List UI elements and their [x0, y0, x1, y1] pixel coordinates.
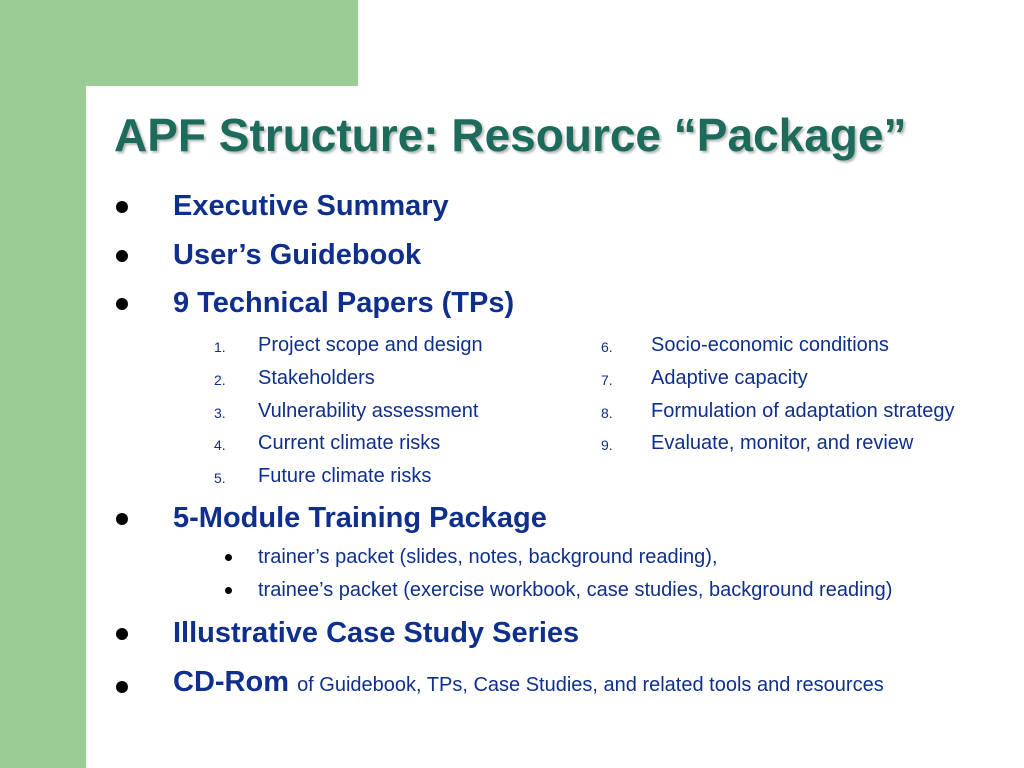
sub-bullet-dot-icon [225, 554, 232, 561]
bullet-dot-icon [116, 201, 128, 213]
slide-title: APF Structure: Resource “Package” [114, 109, 907, 161]
decor-green-bar-left [0, 0, 86, 768]
cd-rom-label: CD-Rom [173, 666, 289, 698]
bullet-executive-summary: Executive Summary [173, 190, 449, 222]
tp-item: Adaptive capacity [651, 367, 808, 389]
tp-number: 3. [214, 405, 226, 421]
tp-number: 1. [214, 339, 226, 355]
tp-number: 5. [214, 470, 226, 486]
tp-item: Vulnerability assessment [258, 400, 479, 422]
sub-bullet-dot-icon [225, 587, 232, 594]
tp-item: Current climate risks [258, 432, 441, 454]
tp-item: Socio-economic conditions [651, 334, 889, 356]
bullet-users-guidebook: User’s Guidebook [173, 239, 422, 271]
bullet-training-package: 5-Module Training Package [173, 502, 547, 534]
bullet-dot-icon [116, 250, 128, 262]
bullet-dot-icon [116, 298, 128, 310]
tp-item: Project scope and design [258, 334, 483, 356]
tp-item: Evaluate, monitor, and review [651, 432, 914, 454]
tp-number: 9. [601, 437, 613, 453]
tp-item: Formulation of adaptation strategy [651, 400, 955, 422]
decor-green-bar-top [0, 0, 358, 86]
cd-rom-description: of Guidebook, TPs, Case Studies, and related tools and resources [297, 674, 884, 696]
tp-number: 2. [214, 372, 226, 388]
tp-number: 4. [214, 437, 226, 453]
tp-number: 8. [601, 405, 613, 421]
tp-item: Stakeholders [258, 367, 375, 389]
bullet-technical-papers: 9 Technical Papers (TPs) [173, 287, 515, 319]
training-item-trainee: trainee’s packet (exercise workbook, case studies, background reading) [258, 579, 893, 601]
bullet-cd-rom [173, 668, 884, 697]
tp-item: Future climate risks [258, 465, 432, 487]
bullet-dot-icon [116, 681, 128, 693]
bullet-dot-icon [116, 628, 128, 640]
tp-number: 7. [601, 372, 613, 388]
tp-number: 6. [601, 339, 613, 355]
bullet-case-study-series: Illustrative Case Study Series [173, 617, 580, 649]
bullet-dot-icon [116, 513, 128, 525]
training-item-trainer: trainer’s packet (slides, notes, background reading), [258, 546, 718, 568]
